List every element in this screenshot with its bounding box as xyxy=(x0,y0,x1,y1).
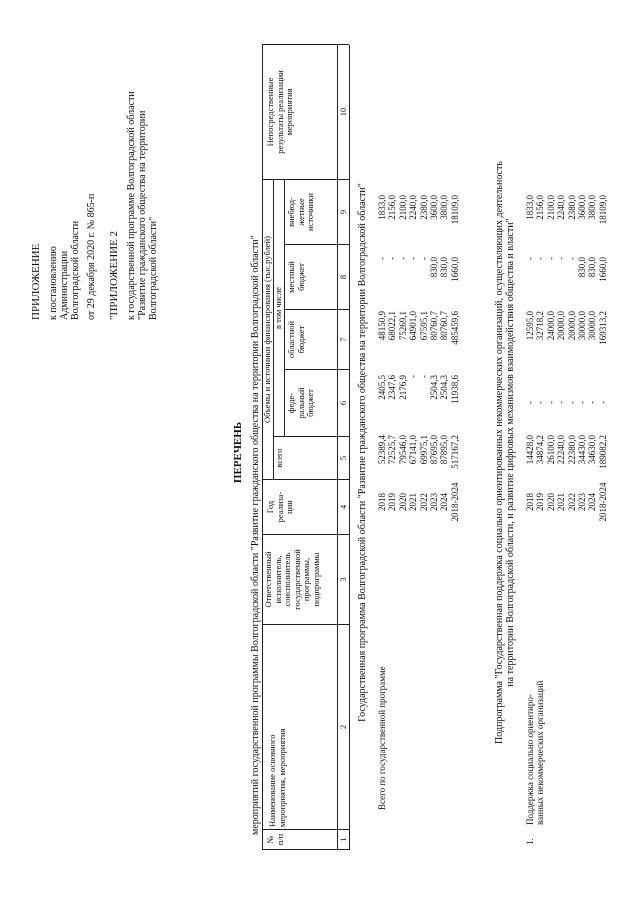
table-cell: 68022,1 xyxy=(387,311,398,341)
table-cell: 75269,1 xyxy=(397,311,408,341)
table-cell: 2504,3 xyxy=(429,375,440,400)
program-line-3: Волгоградской области" xyxy=(148,216,159,320)
table-cell: 2156,0 xyxy=(535,195,546,220)
table-cell: 22240,0 xyxy=(556,435,567,465)
table-cell: 52389,4 xyxy=(377,435,387,465)
table-cell: - xyxy=(397,257,408,260)
table-cell: 2018-2024 xyxy=(449,482,460,522)
section-subprogram-line-2: на территории Волгоградской области, и развитие цифровых механизмов взаимодействия общества и власти" xyxy=(505,218,516,687)
table-cell: - xyxy=(418,375,429,378)
appendix-title: ПРИЛОЖЕНИЕ xyxy=(30,243,42,320)
table-cell: 2380,0 xyxy=(566,195,577,220)
header-local: местный бюджет xyxy=(286,261,306,293)
header-total: всего xyxy=(274,448,284,468)
table-cell: 485459,6 xyxy=(449,311,460,345)
table-cell: 87895,0 xyxy=(439,435,450,465)
table-cell: 2100,0 xyxy=(545,195,556,220)
table-cell: 2347,6 xyxy=(387,375,398,400)
table-cell: 2018 xyxy=(525,493,535,511)
program-line-2: "Развитие гражданского общества на территории xyxy=(137,110,148,320)
table-cell: 2021 xyxy=(556,493,567,511)
table-cell: 2018 xyxy=(377,493,387,511)
table-cell: 830,0 xyxy=(439,257,450,278)
colnum-10: 10 xyxy=(338,107,348,117)
table-cell: 2504,3 xyxy=(439,375,450,400)
table-cell: 30000,0 xyxy=(587,311,598,341)
table-cell: - xyxy=(577,401,588,404)
header-name: Наименование основного мероприятия, мероприятия xyxy=(267,728,287,827)
item1-number: 1. xyxy=(525,838,535,845)
table-cell: 18109,0 xyxy=(449,195,460,225)
table-cell: 32718,2 xyxy=(535,311,546,341)
colnum-3: 3 xyxy=(338,577,348,582)
total-other xyxy=(377,195,460,243)
resolution-line-2: Администрации xyxy=(59,250,70,320)
table-cell: - xyxy=(545,257,556,260)
table-cell: 87695,0 xyxy=(429,435,440,465)
table-cell: 11938,6 xyxy=(449,375,460,404)
item1-federal xyxy=(525,380,608,425)
appendix2-title: "ПРИЛОЖЕНИЕ 2 xyxy=(108,230,120,320)
table-cell: - xyxy=(525,257,535,260)
header-num: № п/п xyxy=(265,833,285,846)
table-cell: 12595,0 xyxy=(525,311,535,341)
table-cell: - xyxy=(556,401,567,404)
table-cell: - xyxy=(566,401,577,404)
table-cell: 2380,0 xyxy=(418,195,429,220)
table-cell: 2023 xyxy=(429,493,440,511)
table-cell: 189082,2 xyxy=(597,435,608,469)
document-heading: ПЕРЕЧЕНЬ xyxy=(232,421,244,484)
table-cell: 2405,5 xyxy=(377,375,387,400)
colnum-4: 4 xyxy=(338,504,348,510)
table-cell: 2156,0 xyxy=(387,195,398,220)
total-local xyxy=(377,257,460,307)
table-cell: 2020 xyxy=(545,493,556,511)
header-regional: областной бюджет xyxy=(286,320,306,359)
table-cell: 3600,0 xyxy=(577,195,588,220)
resolution-line-3: Волгоградской области xyxy=(70,220,81,320)
header-other: внебюд- жетные источники xyxy=(286,193,315,232)
table-cell: 79546,0 xyxy=(397,435,408,465)
colnum-1: 1 xyxy=(338,837,348,842)
table-cell: - xyxy=(377,257,387,260)
table-cell: - xyxy=(545,401,556,404)
table-cell: - xyxy=(418,257,429,260)
table-cell: - xyxy=(387,257,398,260)
item1-regional xyxy=(525,311,608,367)
table-cell: - xyxy=(566,257,577,260)
table-cell: 2240,0 xyxy=(556,195,567,220)
document-subheading: мероприятий государственной программы Волгоградской области "Развитие гражданского общества на территории Волгоградской области" xyxy=(250,235,261,835)
table-cell: - xyxy=(587,401,598,404)
resolution-line-1: к постановлению xyxy=(48,246,59,320)
header-federal: феде- ральный бюджет xyxy=(286,387,315,419)
table-cell: - xyxy=(556,257,567,260)
table-cell: 2023 xyxy=(577,493,588,511)
table-cell: 20000,0 xyxy=(566,311,577,341)
table-cell: - xyxy=(535,401,546,404)
table-cell: 80760,7 xyxy=(439,311,450,341)
colnum-6: 6 xyxy=(338,400,348,406)
program-line-1: к государственной программе Волгоградской области xyxy=(126,91,137,320)
table-cell: 2100,0 xyxy=(397,195,408,220)
table-cell: 69975,1 xyxy=(418,435,429,465)
table-cell: - xyxy=(597,401,608,404)
table-cell: 72525,7 xyxy=(387,435,398,465)
table-cell: 2020 xyxy=(397,493,408,511)
header-year: Год реализа- ции xyxy=(265,491,294,523)
table-cell: 24000,0 xyxy=(545,311,556,341)
item1-total xyxy=(525,435,608,485)
table-cell: 26100,0 xyxy=(545,435,556,465)
colnum-2: 2 xyxy=(338,724,348,730)
table-cell: 2176,9 xyxy=(397,375,408,400)
header-results: Непосредственные результаты реализации мероприятия xyxy=(265,70,294,154)
total-label: Всего по государственной программе xyxy=(377,666,387,810)
total-total xyxy=(377,435,460,485)
colnum-8: 8 xyxy=(338,274,348,280)
table-cell: 2024 xyxy=(587,493,598,511)
header-including: в том числе xyxy=(273,287,283,329)
table-cell: 20000,0 xyxy=(556,311,567,341)
colnum-7: 7 xyxy=(338,337,348,342)
table-cell: 30000,0 xyxy=(577,311,588,341)
table-cell: 2022 xyxy=(566,493,577,511)
table-cell: 517167,2 xyxy=(449,435,460,469)
date-line: от 29 декабря 2020 г. № 865-п xyxy=(86,193,97,320)
table-cell: 169313,2 xyxy=(597,311,608,345)
section-program: Государственная программа Волгоградской области "Развитие гражданского общества на территории Волгоградской области" xyxy=(357,183,368,722)
table-cell: 3800,0 xyxy=(587,195,598,220)
table-cell: 1660,0 xyxy=(597,257,608,282)
item1-other xyxy=(525,195,608,243)
table-cell: 1660,0 xyxy=(449,257,460,282)
table-cell: 830,0 xyxy=(587,257,598,278)
section-subprogram-line-1: Подпрограмма "Государственная поддержка социально ориентированных некоммерческих организаций, осуществляющих деятельность xyxy=(494,161,505,744)
table-cell: 3800,0 xyxy=(439,195,450,220)
item1-local xyxy=(525,257,608,307)
table-cell: 830,0 xyxy=(429,257,440,278)
table-cell: 22380,0 xyxy=(566,435,577,465)
table-cell: 1833,0 xyxy=(525,195,535,220)
item1-label-line-2: ванных некоммерческих организаций xyxy=(535,680,545,825)
table-cell: 830,0 xyxy=(577,257,588,278)
colnum-9: 9 xyxy=(338,209,348,215)
colnum-5: 5 xyxy=(338,455,348,461)
header-funding: Объемы и источники финансирования (тыс.рублей) xyxy=(262,236,272,423)
table-cell: 48150,9 xyxy=(377,311,387,341)
table-cell: 2019 xyxy=(535,493,546,511)
table-cell: 80760,7 xyxy=(429,311,440,341)
table-cell: 2024 xyxy=(439,493,450,511)
table-cell: 2018-2024 xyxy=(597,482,608,522)
table-cell: - xyxy=(535,257,546,260)
table-cell: - xyxy=(408,257,419,260)
header-executor: Ответственный исполнитель, соисполнитель государственной программы, подпрограммы xyxy=(263,549,321,610)
table-cell: 64901,0 xyxy=(408,311,419,341)
table-cell: 3600,0 xyxy=(429,195,440,220)
table-cell: 2240,0 xyxy=(408,195,419,220)
table-cell: - xyxy=(408,375,419,378)
total-regional xyxy=(377,311,460,367)
table-cell: 34630,0 xyxy=(587,435,598,465)
table-cell: 34874,2 xyxy=(535,435,546,465)
total-federal xyxy=(377,375,460,427)
table-cell: 18109,0 xyxy=(597,195,608,225)
table-cell: 2022 xyxy=(418,493,429,511)
table-cell: - xyxy=(525,401,535,404)
table-cell: 2021 xyxy=(408,493,419,511)
table-cell: 2019 xyxy=(387,493,398,511)
table-cell: 1833,0 xyxy=(377,195,387,220)
table-cell: 14428,0 xyxy=(525,435,535,465)
table-cell: 67595,1 xyxy=(418,311,429,341)
item1-label-line-1: Поддержка социально ориентиро- xyxy=(525,694,535,825)
table-cell: 67141,0 xyxy=(408,435,419,465)
table-cell: 34430,0 xyxy=(577,435,588,465)
